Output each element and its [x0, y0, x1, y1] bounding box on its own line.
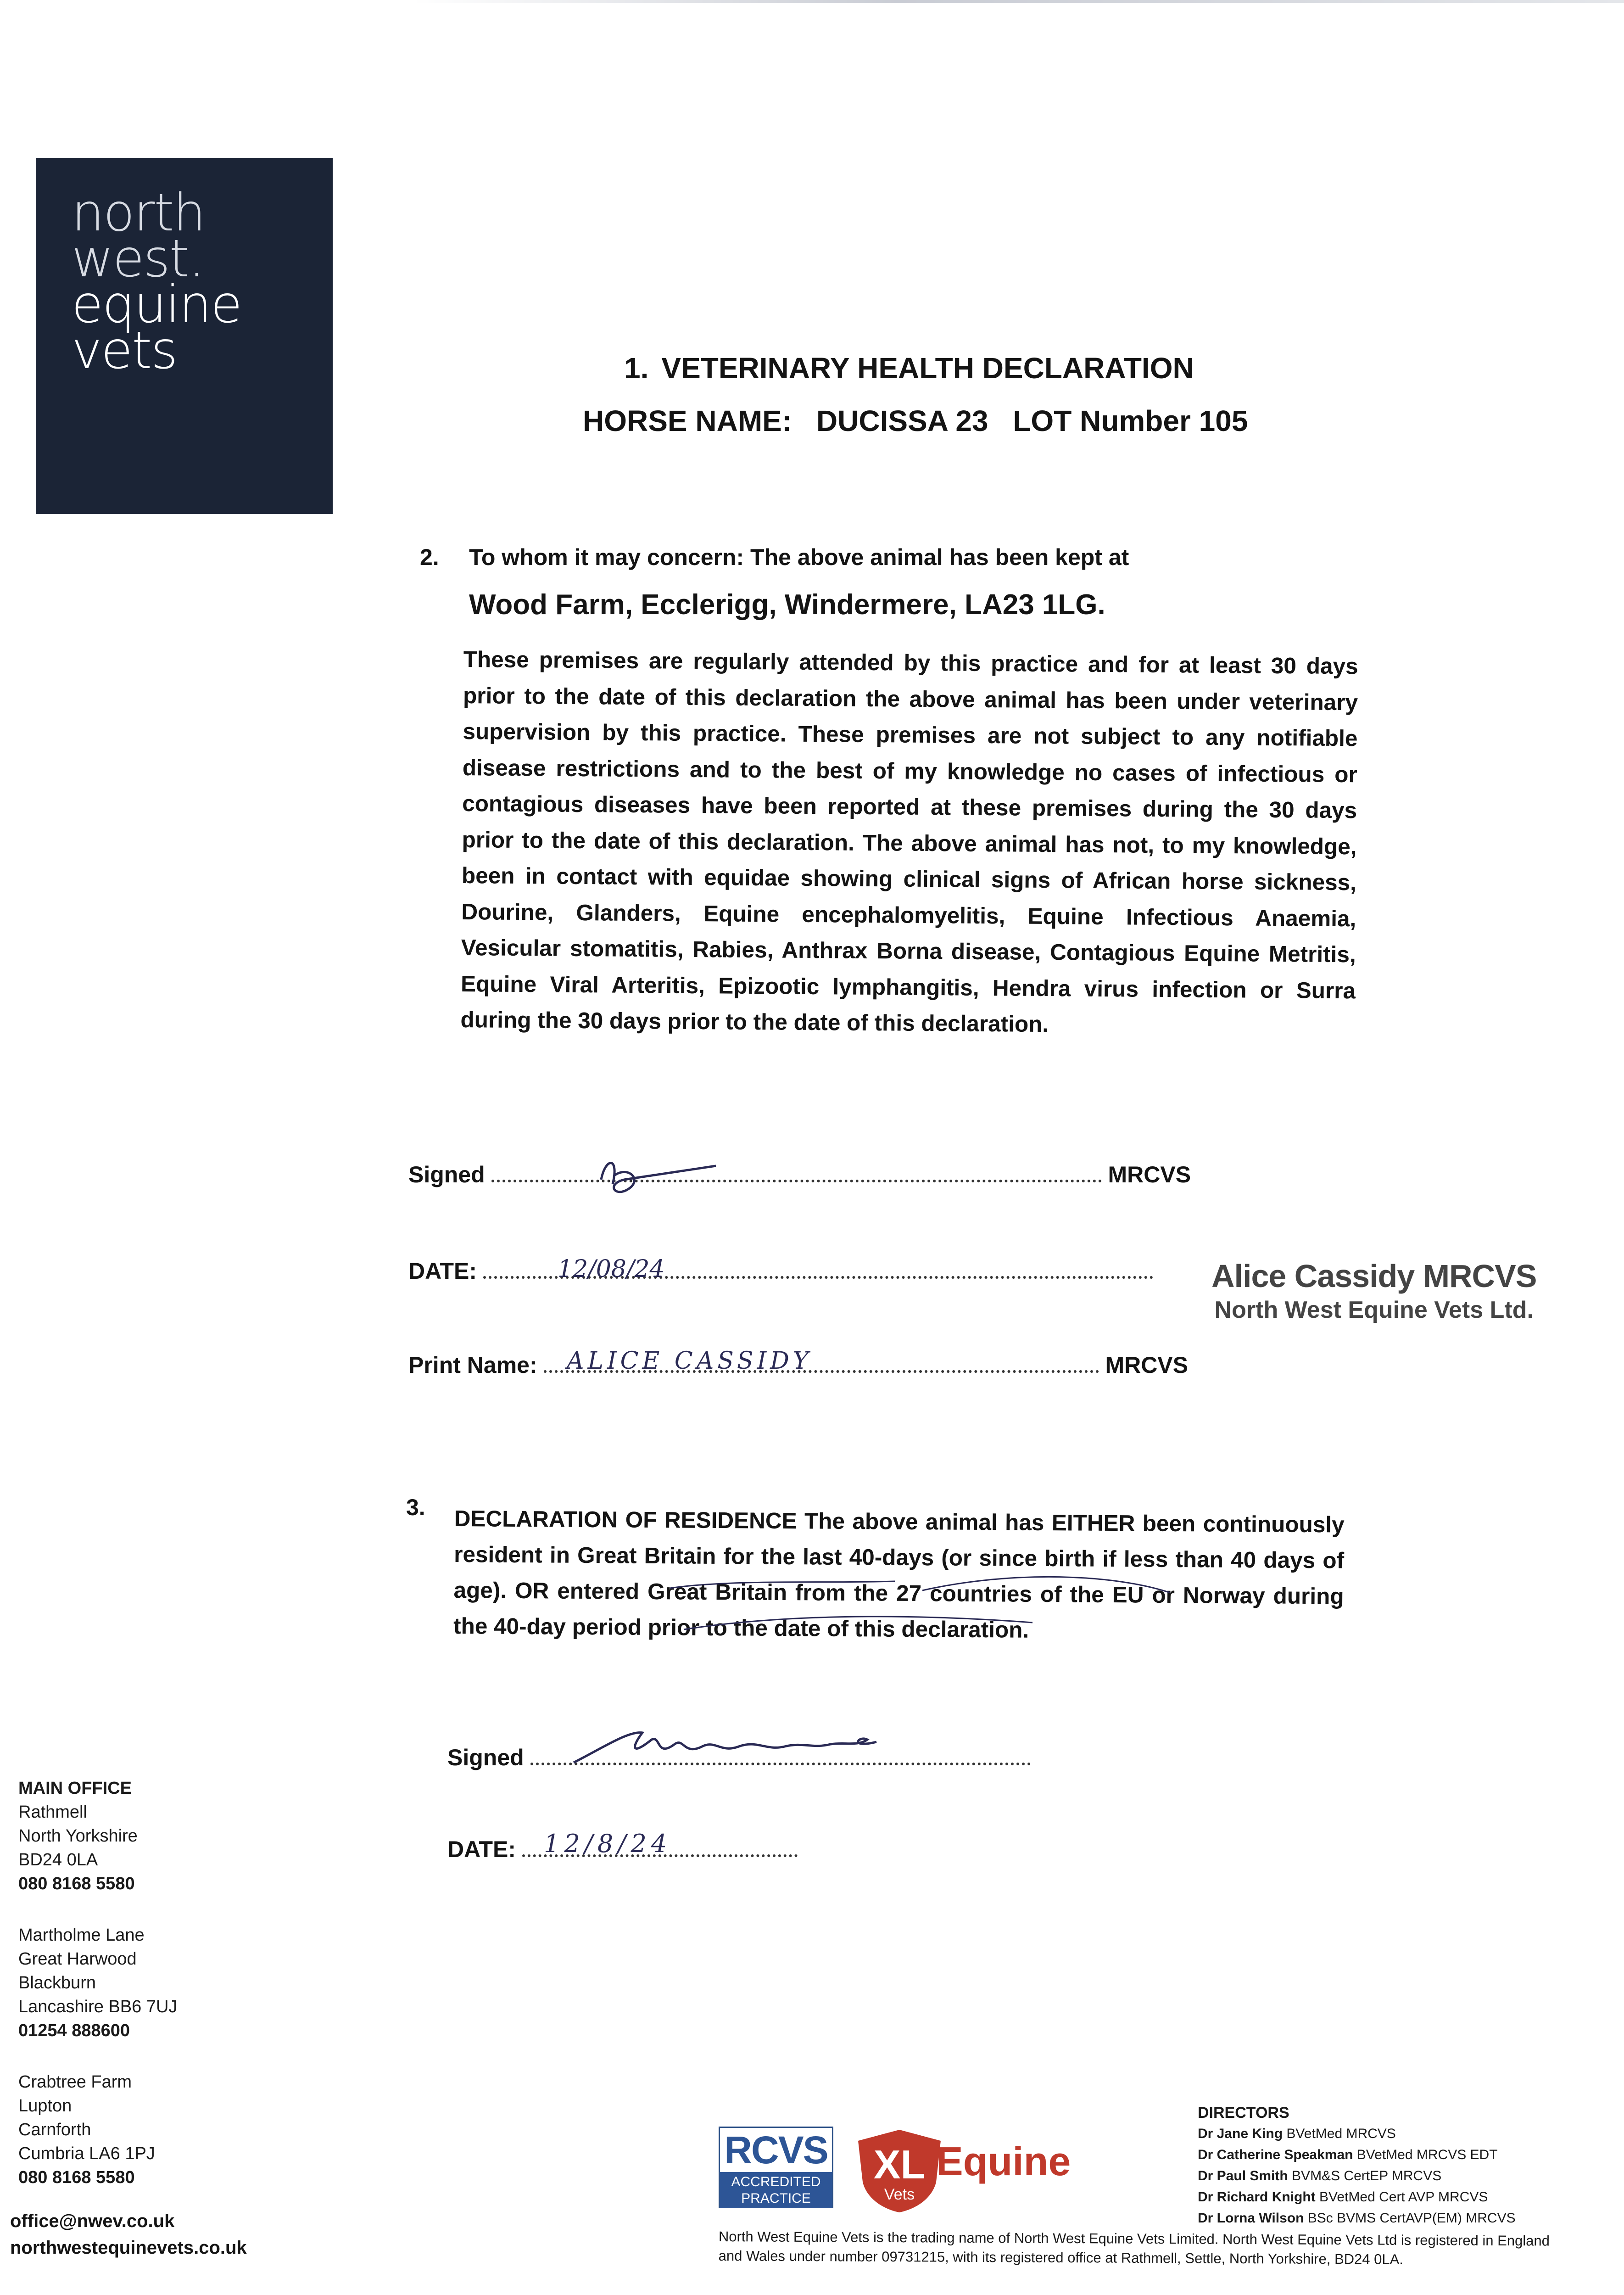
director-name: Dr Richard Knight — [1198, 2189, 1316, 2205]
lot-number-label: LOT Number — [1013, 404, 1191, 437]
main-office-line-1: Rathmell — [18, 1802, 87, 1822]
premises-address: Wood Farm, Ecclerigg, Windermere, LA23 1LG. — [469, 589, 1105, 621]
print-mrcvs-suffix: MRCVS — [1105, 1352, 1189, 1378]
director-quals: BVetMed MRCVS EDT — [1356, 2147, 1498, 2162]
director-item — [1198, 2166, 1516, 2187]
director-item — [1198, 2208, 1516, 2229]
mrcvs-suffix: MRCVS — [1108, 1162, 1191, 1187]
signature-dots — [491, 1178, 1102, 1182]
lot-number-value: 105 — [1199, 404, 1248, 437]
director-name: Dr Catherine Speakman — [1198, 2147, 1353, 2162]
residence-declaration-body: DECLARATION OF RESIDENCE The above animal has EITHER been continuously resident in Great Britain for the last 40-days (or since birth if less than 40 days of age). OR entered Great Britain from the 27 countries of the EU or Norway during the 40-day period prior to the date of this declaration. — [453, 1506, 1345, 1643]
third-office-line-1: Crabtree Farm — [18, 2072, 132, 2092]
directors-list — [1198, 2102, 1516, 2229]
xl-vets-badge-xl-text: XL — [873, 2142, 926, 2187]
director-quals: BSc BVMS CertAVP(EM) MRCVS — [1307, 2211, 1516, 2226]
logo-line-west: west. — [72, 229, 204, 289]
rcvs-practice-text: PRACTICE — [741, 2191, 811, 2206]
vet-signature — [587, 1148, 725, 1207]
section2-intro: To whom it may concern: The above animal has been kept at — [469, 544, 1129, 570]
logo-line-equine: equine — [72, 275, 241, 335]
xl-equine-wordmark: Equine — [936, 2138, 1071, 2184]
main-office-title: MAIN OFFICE — [18, 1779, 132, 1798]
director-item — [1198, 2187, 1516, 2208]
director-quals: BVetMed Cert AVP MRCVS — [1319, 2189, 1488, 2205]
print-name-label: Print Name: — [408, 1352, 537, 1378]
strike-through-marks — [665, 1565, 1308, 1652]
directors-title: DIRECTORS — [1198, 2104, 1289, 2121]
declaration-title-text: VETERINARY HEALTH DECLARATION — [661, 352, 1194, 385]
horse-name-line — [583, 404, 1248, 438]
residence-signed-label: Signed — [447, 1745, 524, 1770]
director-quals: BVM&S CertEP MRCVS — [1292, 2168, 1442, 2183]
xl-vets-badge-vets-text: Vets — [884, 2186, 915, 2203]
second-office-phone: 01254 888600 — [18, 2021, 130, 2040]
date-label: DATE: — [408, 1258, 477, 1284]
rcvs-logo-subtext — [720, 2172, 832, 2208]
third-office-block — [18, 2070, 155, 2189]
scan-edge-artifact — [413, 0, 1624, 3]
third-office-line-2: Lupton — [18, 2096, 72, 2116]
director-item — [1198, 2144, 1516, 2166]
handwritten-date: 12/08/24 — [558, 1255, 665, 1283]
director-name: Dr Lorna Wilson — [1198, 2211, 1304, 2226]
director-item — [1198, 2123, 1516, 2144]
residence-date-label: DATE: — [447, 1836, 516, 1862]
contact-website[interactable]: northwestequinevets.co.uk — [10, 2238, 247, 2258]
director-quals: BVetMed MRCVS — [1286, 2126, 1396, 2141]
main-office-block — [18, 1776, 138, 1896]
section-number-1: 1. — [624, 352, 649, 385]
signed-line — [408, 1161, 1191, 1188]
company-logo — [36, 158, 333, 514]
section-number-3: 3. — [406, 1495, 425, 1520]
second-office-line-2: Great Harwood — [18, 1949, 137, 1969]
horse-name-label: HORSE NAME: — [583, 404, 792, 437]
stamp-company: North West Equine Vets Ltd. — [1214, 1297, 1534, 1323]
handwritten-residence-date: 12/8/24 — [544, 1829, 672, 1858]
third-office-phone: 080 8168 5580 — [18, 2168, 135, 2187]
third-office-line-3: Carnforth — [18, 2120, 91, 2139]
handwritten-print-name: ALICE CASSIDY — [567, 1347, 813, 1375]
third-office-line-4: Cumbria LA6 1PJ — [18, 2144, 155, 2163]
second-office-line-3: Blackburn — [18, 1973, 96, 1993]
second-office-block — [18, 1923, 177, 2043]
xl-vets-badge-icon — [854, 2127, 945, 2214]
date-line — [408, 1258, 1153, 1284]
section-number-2: 2. — [420, 544, 439, 570]
health-declaration-body: These premises are regularly attended by this practice and for at least 30 days prior to the date of this declaration the above animal has been under veterinary supervision by this practice. These premises are not subject to any notifiable disease restrictions and to the best of my knowledge no cases of infectious or contagious diseases have been reported at these premises during the 30 days prior to the date of this declaration. The above animal has not, to my knowledge, been in contact with equidae showing clinical signs of African horse sickness, Dourine, Glanders, Equine encephalomyelitis, Equine Infectious Anaemia, Vesicular stomatitis, Rabies, Anthrax Borna disease, Contagious Equine Metritis, Equine Viral Arteritis, Epizootic lymphangitis, Hendra virus infection or Surra during the 30 days prior to the date of this declaration. — [460, 646, 1358, 1037]
rcvs-logo-text: RCVS — [724, 2128, 828, 2172]
rcvs-accredited-logo — [719, 2127, 833, 2208]
logo-line-north: north — [72, 183, 205, 243]
declaration-title — [624, 351, 1194, 385]
vet-stamp — [1211, 1258, 1536, 1324]
director-name: Dr Paul Smith — [1198, 2168, 1288, 2183]
second-office-line-4: Lancashire BB6 7UJ — [18, 1997, 178, 2016]
stamp-name: Alice Cassidy MRCVS — [1211, 1258, 1537, 1294]
main-office-phone: 080 8168 5580 — [18, 1874, 135, 1893]
owner-signature — [564, 1721, 977, 1772]
main-office-line-3: BD24 0LA — [18, 1850, 98, 1870]
second-office-line-1: Martholme Lane — [18, 1926, 145, 1945]
director-name: Dr Jane King — [1198, 2126, 1283, 2141]
rcvs-accredited-text: ACCREDITED — [731, 2174, 821, 2189]
contact-email[interactable]: office@nwev.co.uk — [10, 2211, 175, 2231]
contact-block — [10, 2208, 247, 2261]
main-office-line-2: North Yorkshire — [18, 1826, 138, 1846]
logo-line-vets: vets — [72, 321, 177, 381]
signed-label: Signed — [408, 1162, 485, 1187]
horse-name-value: DUCISSA 23 — [816, 404, 988, 437]
legal-footnote: North West Equine Vets is the trading name of North West Equine Vets Limited. North West Equine Vets Ltd is registered in England and Wales under number 09731215, with its registered office at Rathmell, Settle, North Yorkshire, BD24 0LA. — [718, 2228, 1550, 2267]
